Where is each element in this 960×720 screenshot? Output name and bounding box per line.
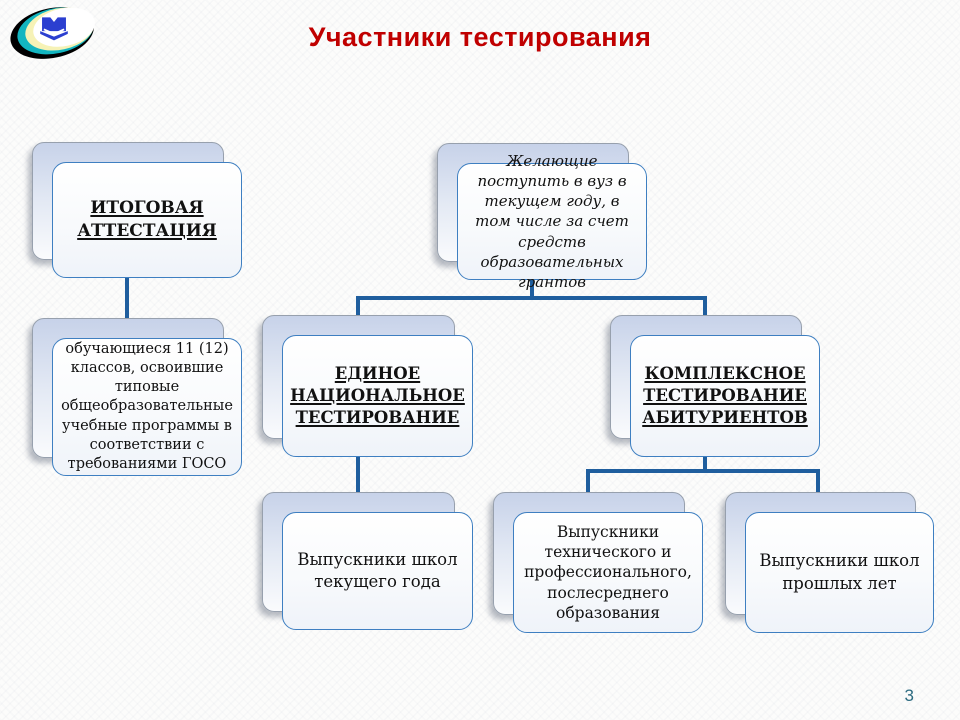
node-vypuskniki-tekushchego-goda [282,512,473,630]
connector-bottom-horizontal [586,469,820,473]
node-edinoe-natsionalnoe-testirovanie [282,335,473,457]
node-box [52,338,242,476]
node-label: обучающиеся 11 (12) классов, освоившие типовые общеобразовательные учебные программы в соответствии с требованиями ГОСО [61,341,233,472]
node-box [52,162,242,278]
connector-top-horizontal [356,296,707,300]
node-itogovaya-attestatsiya [52,162,242,278]
slide-title: Участники тестирования [308,22,652,52]
page-number: 3 [904,686,914,705]
node-box [457,151,647,292]
connector-to-proshlykh [816,469,820,493]
node-obuchayushchiesya [52,338,242,476]
node-label: КОМПЛЕКСНОЕ ТЕСТИРОВАНИЕ АБИТУРИЕНТОВ [642,363,808,428]
node-vypuskniki-tpo [513,512,703,633]
node-zhelayushchie-postupit [457,151,647,292]
node-box [513,512,703,633]
node-box [282,512,473,630]
node-label: Желающие поступить в вуз в текущем году, в том числе за счет средств образовательных грантов [475,151,629,292]
node-label: ИТОГОВАЯ АТТЕСТАЦИЯ [77,198,217,241]
node-label: Выпускники технического и профессионального, послесреднего образования [524,523,692,622]
node-label: Выпускники школ текущего года [297,549,458,591]
connector-itogovaya-down [125,278,129,318]
node-label: ЕДИНОЕ НАЦИОНАЛЬНОЕ ТЕСТИРОВАНИЕ [290,363,465,428]
node-box [630,335,820,457]
connector-to-tpo [586,469,590,493]
node-box [745,512,934,633]
node-label: Выпускники школ прошлых лет [759,551,920,593]
node-box [282,335,473,457]
node-kompleksnoe-testirovanie [630,335,820,457]
node-vypuskniki-proshlykh-let [745,512,934,633]
connector-ent-down [356,455,360,493]
